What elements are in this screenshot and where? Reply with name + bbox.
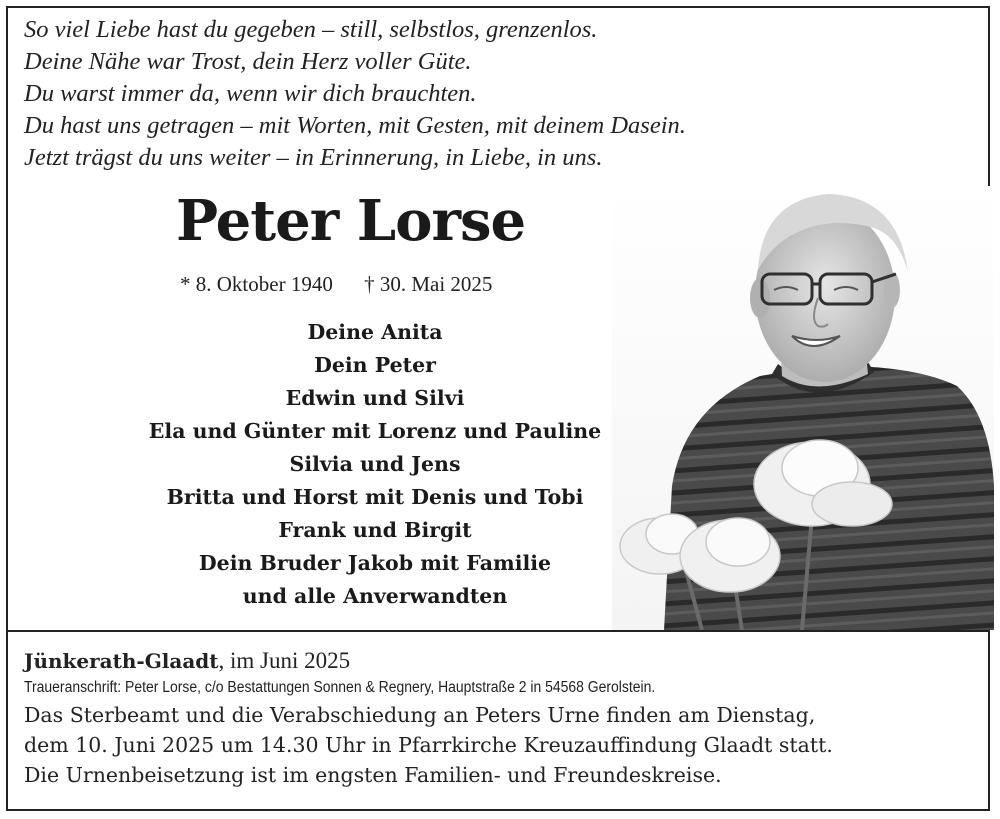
mourner: Frank und Birgit bbox=[278, 518, 472, 542]
place-name: Jünkerath-Glaadt bbox=[24, 649, 219, 673]
mourner: Dein Peter bbox=[314, 353, 436, 377]
notice-line: Die Urnenbeisetzung ist im engsten Familien- und Freundeskreise. bbox=[24, 763, 722, 787]
birth-date: * 8. Oktober 1940 bbox=[180, 272, 333, 296]
poem bbox=[24, 14, 724, 174]
mourners-list bbox=[80, 316, 670, 613]
notice-line: dem 10. Juni 2025 um 14.30 Uhr in Pfarrkirche Kreuzauffindung Glaadt statt. bbox=[24, 733, 833, 757]
poem-line: Deine Nähe war Trost, dein Herz voller Güte. bbox=[24, 48, 472, 75]
poem-line: Jetzt trägst du uns weiter – in Erinnerung, in Liebe, in uns. bbox=[24, 144, 603, 171]
portrait-photo bbox=[612, 186, 994, 630]
poem-line: So viel Liebe hast du gegeben – still, selbstlos, grenzenlos. bbox=[24, 16, 598, 43]
service-notice bbox=[24, 700, 984, 790]
deceased-name: Peter Lorse bbox=[176, 188, 526, 254]
poem-line: Du warst immer da, wenn wir dich brauchten. bbox=[24, 80, 477, 107]
place-date: , im Juni 2025 bbox=[218, 648, 351, 673]
footer bbox=[24, 646, 984, 790]
mourner: Edwin und Silvi bbox=[285, 386, 465, 410]
mourner: Silvia und Jens bbox=[289, 452, 461, 476]
notice-line: Das Sterbeamt und die Verabschiedung an Peters Urne finden am Dienstag, bbox=[24, 703, 816, 727]
mourning-address: Traueranschrift: Peter Lorse, c/o Bestattungen Sonnen & Regnery, Hauptstraße 2 in 54568 Gerolstein. bbox=[24, 679, 656, 696]
place-line bbox=[24, 646, 984, 676]
mourner: Deine Anita bbox=[307, 320, 443, 344]
divider bbox=[8, 630, 988, 632]
mourner: Dein Bruder Jakob mit Familie bbox=[198, 551, 552, 575]
death-date: † 30. Mai 2025 bbox=[364, 272, 493, 296]
life-dates bbox=[180, 272, 492, 297]
mourner: Ela und Günter mit Lorenz und Pauline bbox=[148, 419, 602, 443]
mourner: Britta und Horst mit Denis und Tobi bbox=[166, 485, 584, 509]
mourner: und alle Anverwandten bbox=[242, 584, 508, 608]
poem-line: Du hast uns getragen – mit Worten, mit Gesten, mit deinem Dasein. bbox=[24, 112, 686, 139]
